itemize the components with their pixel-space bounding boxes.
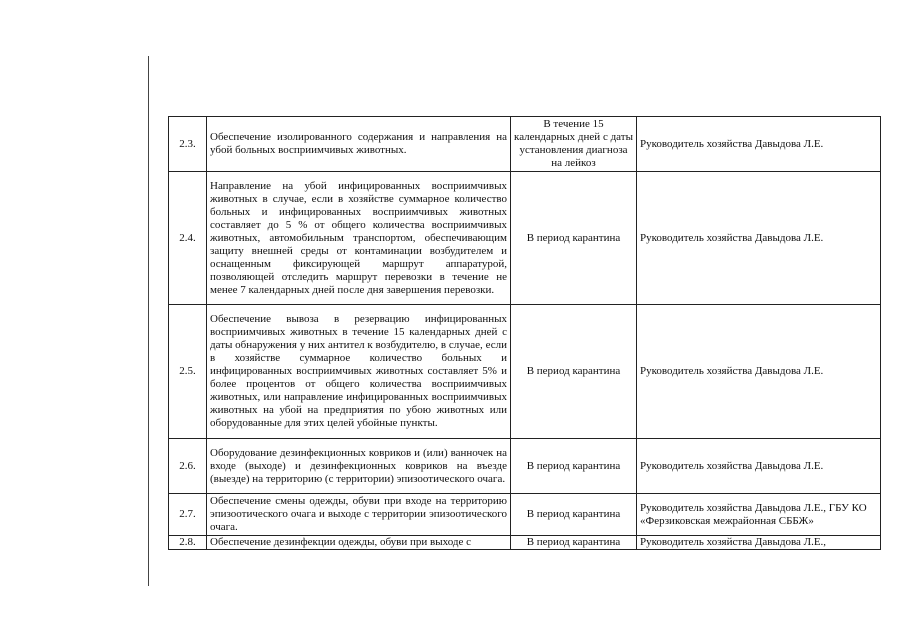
measure-term: В течение 15 календарных дней с даты установления диагноза на лейкоз [511,117,637,172]
measure-description: Направление на убой инфицированных восприимчивых животных в случае, если в хозяйстве суммарное количество больных и инфицированных восприимчивых животных составляет до 5 % от общего количества восприимчивых животных, автомобильным транспортом, обеспечивающим защиту внешней среды от контаминации возбудителем и оснащенным фиксирующей маршрут аппаратурой, позволяющей отследить маршрут перевозки в течение не менее 7 календарных дней после дня завершения перевозки. [207,172,511,305]
row-number: 2.3. [169,117,207,172]
measure-description: Обеспечение дезинфекции одежды, обуви при выходе с [207,536,511,550]
table-row [169,305,881,439]
responsible-party: Руководитель хозяйства Давыдова Л.Е. [637,117,881,172]
measures-table [168,116,881,550]
responsible-party: Руководитель хозяйства Давыдова Л.Е., [637,536,881,550]
measure-term: В период карантина [511,536,637,550]
measure-term: В период карантина [511,494,637,536]
row-number: 2.7. [169,494,207,536]
table-row [169,117,881,172]
responsible-party: Руководитель хозяйства Давыдова Л.Е. [637,439,881,494]
page-margin-line [148,56,149,586]
measure-description: Обеспечение вывоза в резервацию инфицированных восприимчивых животных в течение 15 календарных дней с даты обнаружения у них антител к возбудителю, в случае, если в хозяйстве суммарное количество больных и инфицированных восприимчивых животных составляет 5% и более процентов от общего количества восприимчивых животных, или направление инфицированных восприимчивых животных на убой на предприятия по убою животных или оборудованные для этих целей убойные пункты. [207,305,511,439]
row-number: 2.5. [169,305,207,439]
table-row [169,439,881,494]
row-number: 2.4. [169,172,207,305]
responsible-party: Руководитель хозяйства Давыдова Л.Е. [637,172,881,305]
measure-description: Оборудование дезинфекционных ковриков и (или) ванночек на входе (выходе) и дезинфекционных ковриков на въезде (выезде) на территорию (с территории) эпизоотического очага. [207,439,511,494]
measure-term: В период карантина [511,439,637,494]
table-row [169,536,881,550]
responsible-party: Руководитель хозяйства Давыдова Л.Е., ГБУ КО «Ферзиковская межрайонная СББЖ» [637,494,881,536]
responsible-party: Руководитель хозяйства Давыдова Л.Е. [637,305,881,439]
measure-term: В период карантина [511,172,637,305]
table-row [169,494,881,536]
measure-description: Обеспечение смены одежды, обуви при входе на территорию эпизоотического очага и выходе с территории эпизоотического очага. [207,494,511,536]
row-number: 2.6. [169,439,207,494]
row-number: 2.8. [169,536,207,550]
measure-term: В период карантина [511,305,637,439]
measure-description: Обеспечение изолированного содержания и направления на убой больных восприимчивых животных. [207,117,511,172]
table-row [169,172,881,305]
